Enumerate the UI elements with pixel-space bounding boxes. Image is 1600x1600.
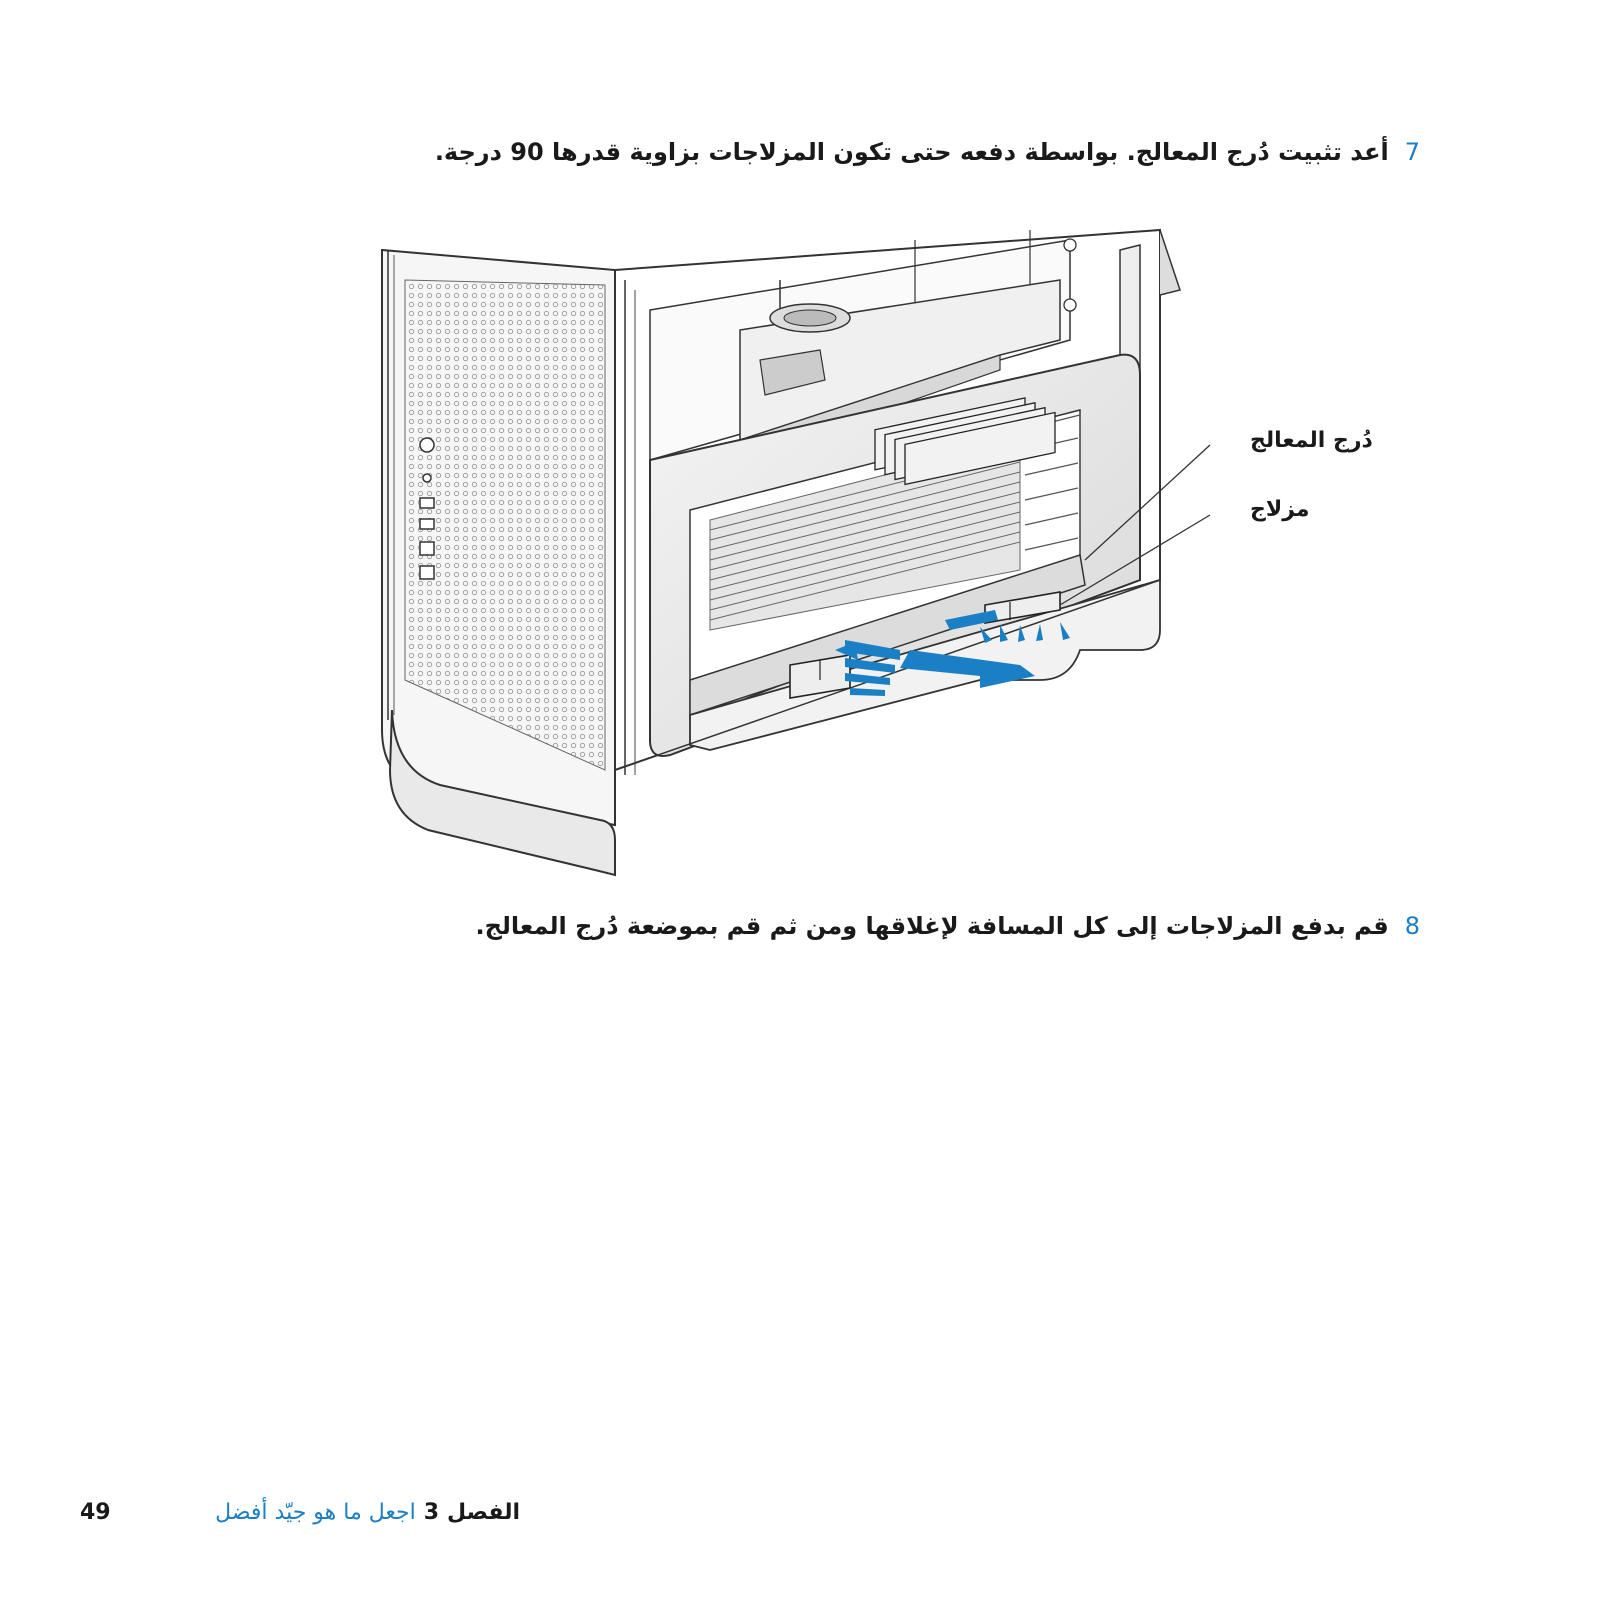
chapter-title: اجعل ما هو جيّد أفضل [215,1500,416,1525]
step-7-number: 7 [1404,138,1420,166]
chapter-number: 3 [423,1500,440,1525]
step-7-text: أعد تثبيت دُرج المعالج. بواسطة دفعه حتى تكون المزلاجات بزاوية قدرها 90 درجة. [434,138,1389,166]
mac-pro-processor-tray-illustration [380,210,1360,880]
chapter-label: الفصل [447,1500,520,1525]
case-front-panel [382,250,615,875]
callout-processor-tray: دُرج المعالج [1250,428,1373,453]
callout-latch: مزلاج [1250,497,1310,522]
step-7 [120,136,1420,168]
chapter-footer [215,1500,520,1525]
step-8-text: قم بدفع المزلاجات إلى كل المسافة لإغلاقها ومن ثم قم بموضعة دُرج المعالج. [475,912,1389,940]
page-number: 49 [80,1500,111,1525]
step-8-number: 8 [1404,912,1420,940]
step-8 [120,910,1420,942]
